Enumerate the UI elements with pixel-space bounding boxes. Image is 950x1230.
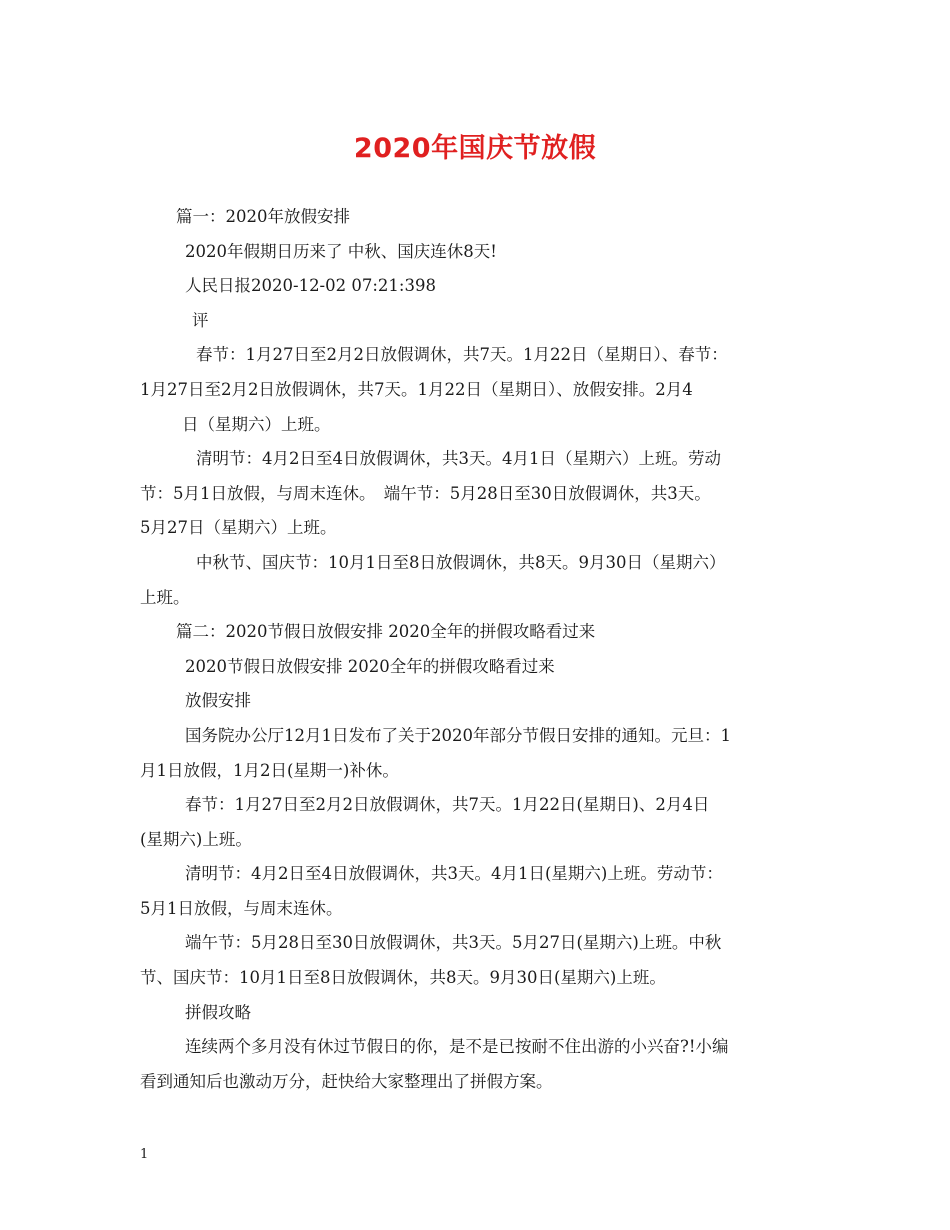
paragraph-line: 连续两个多月没有休过节假日的你，是不是已按耐不住出游的小兴奋?!小编 bbox=[185, 1037, 729, 1057]
paragraph-line: 清明节：4月2日至4日放假调休，共3天。4月1日（星期六）上班。劳动 bbox=[196, 449, 721, 469]
paragraph-line: 清明节：4月2日至4日放假调休，共3天。4月1日(星期六)上班。劳动节： bbox=[185, 864, 723, 884]
paragraph-line: 春节：1月27日至2月2日放假调休，共7天。1月22日（星期日）、春节： bbox=[196, 345, 728, 365]
paragraph-line: 国务院办公厅12月1日发布了关于2020年部分节假日安排的通知。元旦：1 bbox=[185, 725, 731, 745]
paragraph-line: 节、国庆节：10月1日至8日放假调休，共8天。9月30日(星期六)上班。 bbox=[140, 968, 666, 988]
article-headline: 2020年假期日历来了 中秋、国庆连休8天! bbox=[185, 241, 497, 261]
subheading: 放假安排 bbox=[185, 691, 251, 711]
paragraph-line: 1月27日至2月2日放假调休，共7天。1月22日（星期日）、放假安排。2月4 bbox=[140, 379, 693, 399]
paragraph-line: 月1日放假，1月2日(星期一)补休。 bbox=[140, 760, 399, 780]
paragraph-line: 看到通知后也激动万分，赶快给大家整理出了拼假方案。 bbox=[140, 1071, 553, 1091]
article-headline: 2020节假日放假安排 2020全年的拼假攻略看过来 bbox=[185, 656, 555, 676]
paragraph-line: 节：5月1日放假，与周末连休。 端午节：5月28日至30日放假调休，共3天。 bbox=[140, 483, 711, 503]
article-source: 人民日报2020-12-02 07:21:398 bbox=[185, 276, 436, 296]
paragraph-line: 5月1日放假，与周末连休。 bbox=[140, 898, 343, 918]
paragraph-line: 5月27日（星期六）上班。 bbox=[140, 518, 337, 538]
paragraph-line: 端午节：5月28日至30日放假调休，共3天。5月27日(星期六)上班。中秋 bbox=[185, 933, 722, 953]
paragraph-line: 上班。 bbox=[140, 587, 190, 607]
page-number: 1 bbox=[140, 1147, 149, 1162]
section-heading-2: 篇二：2020节假日放假安排 2020全年的拼假攻略看过来 bbox=[176, 622, 596, 642]
subheading: 拼假攻略 bbox=[185, 1002, 251, 1022]
document-title: 2020年国庆节放假 bbox=[353, 133, 597, 164]
paragraph-line: 日（星期六）上班。 bbox=[182, 414, 331, 434]
paragraph-line: 中秋节、国庆节：10月1日至8日放假调休，共8天。9月30日（星期六） bbox=[196, 552, 726, 572]
paragraph-line: (星期六)上班。 bbox=[140, 829, 252, 849]
section-heading-1: 篇一：2020年放假安排 bbox=[176, 207, 350, 226]
comment-label: 评 bbox=[192, 310, 209, 330]
paragraph-line: 春节：1月27日至2月2日放假调休，共7天。1月22日(星期日)、2月4日 bbox=[185, 795, 710, 815]
document-body bbox=[140, 200, 840, 1099]
